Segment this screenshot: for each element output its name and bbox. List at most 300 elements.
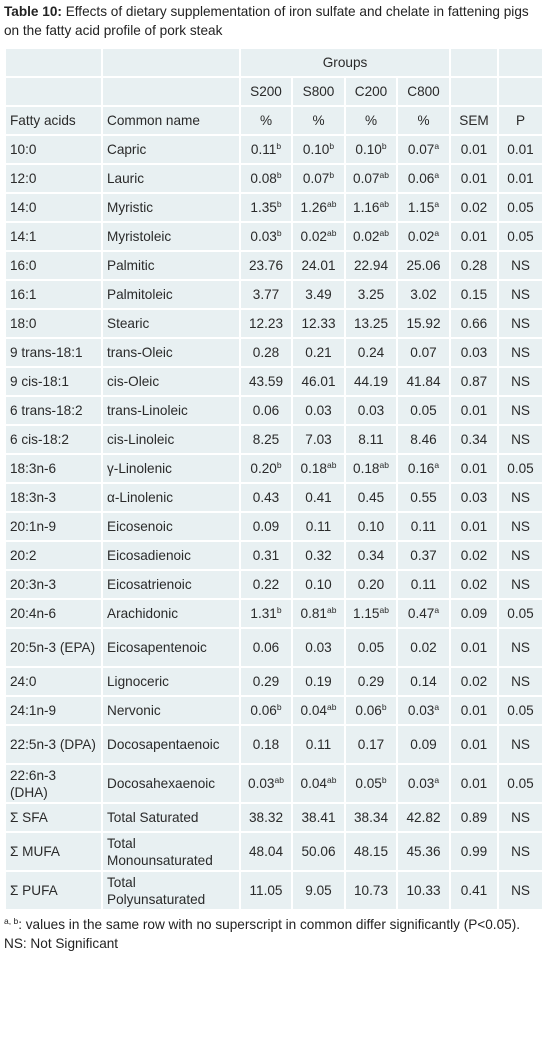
value-cell bbox=[345, 222, 397, 251]
fatty-acid-cell: Σ SFA bbox=[5, 803, 102, 832]
p-value-cell: 0.05 bbox=[498, 599, 543, 628]
p-value-cell: NS bbox=[498, 871, 543, 910]
value-cell bbox=[345, 309, 397, 338]
value-cell bbox=[240, 832, 292, 871]
table-row bbox=[5, 396, 543, 425]
value-text: 38.34 bbox=[353, 810, 389, 825]
value-cell bbox=[345, 454, 397, 483]
value-cell bbox=[240, 570, 292, 599]
table-row bbox=[5, 832, 543, 871]
significance-superscript: b bbox=[381, 775, 387, 785]
significance-superscript: b bbox=[276, 199, 282, 209]
common-name-cell: Docosahexaenoic bbox=[102, 764, 240, 803]
value-text: 0.20 bbox=[357, 577, 385, 592]
value-cell bbox=[397, 599, 450, 628]
common-name-cell: Palmitoleic bbox=[102, 280, 240, 309]
significance-superscript: a bbox=[434, 170, 440, 180]
value-text: 48.15 bbox=[353, 844, 389, 859]
value-text: 0.07 bbox=[302, 171, 330, 186]
significance-superscript: ab bbox=[379, 199, 389, 209]
value-text: 0.11 bbox=[250, 142, 277, 157]
table-row bbox=[5, 454, 543, 483]
header-row-columns bbox=[5, 106, 543, 135]
significance-superscript: b bbox=[276, 702, 282, 712]
value-text: 3.49 bbox=[305, 287, 332, 302]
sem-cell: 0.09 bbox=[450, 599, 498, 628]
value-cell bbox=[292, 667, 345, 696]
fatty-acid-cell: 22:6n-3 (DHA) bbox=[5, 764, 102, 803]
value-cell bbox=[345, 396, 397, 425]
value-text: 0.18 bbox=[252, 737, 280, 752]
value-cell bbox=[240, 725, 292, 764]
value-text: 38.41 bbox=[301, 810, 336, 825]
value-text: 0.10 bbox=[357, 519, 385, 534]
value-text: 24.01 bbox=[301, 258, 336, 273]
p-value-cell: NS bbox=[498, 628, 543, 667]
value-text: 0.11 bbox=[410, 577, 437, 592]
value-text: 42.82 bbox=[406, 810, 441, 825]
unit-header: % bbox=[345, 106, 397, 135]
value-cell bbox=[292, 280, 345, 309]
p-value-cell: NS bbox=[498, 396, 543, 425]
value-cell bbox=[397, 628, 450, 667]
value-cell bbox=[292, 251, 345, 280]
sem-cell: 0.66 bbox=[450, 309, 498, 338]
common-name-cell: Myristoleic bbox=[102, 222, 240, 251]
fatty-acid-cell: 10:0 bbox=[5, 135, 102, 164]
significance-superscript: b bbox=[276, 170, 282, 180]
value-cell bbox=[292, 570, 345, 599]
significance-superscript: b bbox=[276, 141, 282, 151]
value-text: 0.22 bbox=[252, 577, 280, 592]
table-row bbox=[5, 309, 543, 338]
p-value-cell: NS bbox=[498, 483, 543, 512]
value-cell bbox=[397, 483, 450, 512]
value-cell bbox=[397, 338, 450, 367]
value-cell bbox=[345, 667, 397, 696]
common-name-cell: Capric bbox=[102, 135, 240, 164]
value-cell bbox=[240, 193, 292, 222]
fatty-acid-cell: 24:1n-9 bbox=[5, 696, 102, 725]
value-cell bbox=[240, 803, 292, 832]
value-cell bbox=[292, 832, 345, 871]
fatty-acid-cell: 9 cis-18:1 bbox=[5, 367, 102, 396]
footnote-significance-text: : values in the same row with no superscript in common differ significantly (P<0.05). bbox=[18, 917, 520, 932]
significance-superscript: ab bbox=[274, 775, 284, 785]
sem-cell: 0.01 bbox=[450, 628, 498, 667]
sem-cell: 0.02 bbox=[450, 570, 498, 599]
value-cell bbox=[292, 454, 345, 483]
value-cell bbox=[345, 193, 397, 222]
value-text: 0.10 bbox=[355, 142, 382, 157]
value-text: 0.07 bbox=[353, 171, 380, 186]
common-name-cell: Myristic bbox=[102, 193, 240, 222]
value-text: 48.04 bbox=[248, 844, 284, 859]
value-text: 44.19 bbox=[353, 374, 389, 389]
value-cell bbox=[240, 251, 292, 280]
value-text: 0.19 bbox=[305, 674, 332, 689]
value-text: 0.43 bbox=[252, 490, 280, 505]
value-text: 8.46 bbox=[410, 432, 437, 447]
sem-cell: 0.01 bbox=[450, 222, 498, 251]
value-cell bbox=[240, 871, 292, 910]
value-cell bbox=[397, 512, 450, 541]
value-text: 15.92 bbox=[406, 316, 441, 331]
sem-cell: 0.03 bbox=[450, 483, 498, 512]
value-cell bbox=[345, 803, 397, 832]
value-text: 0.02 bbox=[300, 229, 327, 244]
sem-cell: 0.01 bbox=[450, 454, 498, 483]
sem-cell: 0.02 bbox=[450, 541, 498, 570]
value-text: 0.03 bbox=[407, 776, 435, 791]
fatty-acid-cell: 6 trans-18:2 bbox=[5, 396, 102, 425]
value-text: 8.25 bbox=[252, 432, 280, 447]
value-text: 7.03 bbox=[305, 432, 332, 447]
p-value-cell: 0.05 bbox=[498, 696, 543, 725]
value-cell bbox=[240, 599, 292, 628]
value-text: 0.05 bbox=[410, 403, 437, 418]
table-row bbox=[5, 280, 543, 309]
common-name-cell: Arachidonic bbox=[102, 599, 240, 628]
value-text: 0.41 bbox=[305, 490, 332, 505]
sem-cell: 0.28 bbox=[450, 251, 498, 280]
unit-header: % bbox=[292, 106, 345, 135]
table-row bbox=[5, 135, 543, 164]
significance-superscript: b bbox=[329, 170, 335, 180]
value-cell bbox=[240, 628, 292, 667]
p-value-cell: NS bbox=[498, 512, 543, 541]
value-cell bbox=[292, 483, 345, 512]
sem-cell: 0.01 bbox=[450, 725, 498, 764]
value-text: 3.77 bbox=[252, 287, 280, 302]
significance-superscript: a bbox=[434, 605, 440, 615]
table-row bbox=[5, 628, 543, 667]
p-value-cell: NS bbox=[498, 309, 543, 338]
significance-superscript: b bbox=[381, 702, 387, 712]
value-cell bbox=[397, 309, 450, 338]
value-cell bbox=[397, 871, 450, 910]
value-cell bbox=[397, 832, 450, 871]
significance-superscript: a bbox=[434, 141, 440, 151]
significance-superscript: a bbox=[434, 228, 440, 238]
col-header-fatty-acids: Fatty acids bbox=[5, 106, 102, 135]
value-text: 0.21 bbox=[305, 345, 332, 360]
value-cell bbox=[240, 164, 292, 193]
value-text: 0.04 bbox=[300, 776, 327, 791]
value-cell bbox=[292, 871, 345, 910]
value-text: 1.31 bbox=[250, 606, 277, 621]
value-text: 0.31 bbox=[252, 548, 280, 563]
value-cell bbox=[397, 667, 450, 696]
fatty-acid-cell: 16:0 bbox=[5, 251, 102, 280]
table-caption bbox=[4, 2, 542, 40]
value-cell bbox=[345, 628, 397, 667]
value-text: 25.06 bbox=[406, 258, 441, 273]
fatty-acid-cell: 12:0 bbox=[5, 164, 102, 193]
value-text: 0.03 bbox=[248, 776, 275, 791]
table-row bbox=[5, 803, 543, 832]
value-text: 0.02 bbox=[353, 229, 380, 244]
footnote-ns: NS: Not Significant bbox=[4, 936, 119, 951]
value-text: 3.02 bbox=[410, 287, 437, 302]
value-text: 46.01 bbox=[301, 374, 336, 389]
value-text: 0.03 bbox=[305, 403, 332, 418]
value-text: 12.33 bbox=[301, 316, 336, 331]
table-row bbox=[5, 193, 543, 222]
p-value-cell: 0.05 bbox=[498, 193, 543, 222]
fatty-acid-cell: Σ PUFA bbox=[5, 871, 102, 910]
group-header-s800: S800 bbox=[292, 77, 345, 106]
value-cell bbox=[240, 696, 292, 725]
common-name-cell: Eicosenoic bbox=[102, 512, 240, 541]
value-text: 0.07 bbox=[410, 345, 437, 360]
p-value-cell: NS bbox=[498, 367, 543, 396]
significance-superscript: ab bbox=[379, 605, 389, 615]
value-cell bbox=[240, 396, 292, 425]
common-name-cell: Stearic bbox=[102, 309, 240, 338]
p-value-cell: NS bbox=[498, 251, 543, 280]
common-name-cell: cis-Oleic bbox=[102, 367, 240, 396]
value-text: 0.81 bbox=[300, 606, 327, 621]
value-text: 0.24 bbox=[357, 345, 385, 360]
fatty-acid-cell: 18:3n-6 bbox=[5, 454, 102, 483]
value-cell bbox=[397, 135, 450, 164]
value-text: 9.05 bbox=[305, 883, 332, 898]
common-name-cell: Lauric bbox=[102, 164, 240, 193]
p-value-cell: 0.05 bbox=[498, 454, 543, 483]
p-value-cell: 0.01 bbox=[498, 164, 543, 193]
value-cell bbox=[240, 338, 292, 367]
value-text: 0.20 bbox=[250, 461, 277, 476]
value-text: 43.59 bbox=[248, 374, 284, 389]
table-row bbox=[5, 367, 543, 396]
sem-cell: 0.89 bbox=[450, 803, 498, 832]
p-value-cell: NS bbox=[498, 803, 543, 832]
fatty-acid-table bbox=[4, 47, 544, 911]
value-cell bbox=[397, 696, 450, 725]
value-cell bbox=[397, 541, 450, 570]
fatty-acid-cell: 24:0 bbox=[5, 667, 102, 696]
fatty-acid-cell: 20:2 bbox=[5, 541, 102, 570]
value-cell bbox=[292, 425, 345, 454]
value-text: 0.45 bbox=[357, 490, 385, 505]
fatty-acid-cell: Σ MUFA bbox=[5, 832, 102, 871]
common-name-cell: Eicosatrienoic bbox=[102, 570, 240, 599]
value-text: 0.03 bbox=[250, 229, 277, 244]
table-row bbox=[5, 483, 543, 512]
table-row bbox=[5, 251, 543, 280]
table-row bbox=[5, 570, 543, 599]
value-text: 50.06 bbox=[301, 844, 336, 859]
groups-header: Groups bbox=[240, 48, 450, 77]
sem-cell: 0.03 bbox=[450, 338, 498, 367]
significance-superscript: a bbox=[434, 702, 440, 712]
fatty-acid-cell: 6 cis-18:2 bbox=[5, 425, 102, 454]
value-text: 0.06 bbox=[407, 171, 435, 186]
value-text: 3.25 bbox=[357, 287, 385, 302]
value-text: 10.73 bbox=[353, 883, 389, 898]
value-cell bbox=[345, 696, 397, 725]
p-value-cell: NS bbox=[498, 541, 543, 570]
value-text: 0.02 bbox=[410, 640, 437, 655]
value-cell bbox=[240, 512, 292, 541]
value-cell bbox=[397, 222, 450, 251]
table-row bbox=[5, 725, 543, 764]
significance-superscript: b bbox=[381, 141, 387, 151]
value-cell bbox=[345, 725, 397, 764]
sem-cell: 0.01 bbox=[450, 696, 498, 725]
value-cell bbox=[240, 135, 292, 164]
common-name-cell: trans-Oleic bbox=[102, 338, 240, 367]
p-value-cell: NS bbox=[498, 667, 543, 696]
unit-header: % bbox=[397, 106, 450, 135]
sem-cell: 0.87 bbox=[450, 367, 498, 396]
value-text: 1.15 bbox=[353, 606, 380, 621]
value-cell bbox=[397, 396, 450, 425]
significance-superscript: ab bbox=[379, 460, 389, 470]
value-cell bbox=[345, 871, 397, 910]
p-value-cell: 0.05 bbox=[498, 764, 543, 803]
group-header-c800: C800 bbox=[397, 77, 450, 106]
value-cell bbox=[292, 338, 345, 367]
common-name-cell: trans-Linoleic bbox=[102, 396, 240, 425]
value-text: 0.11 bbox=[305, 519, 332, 534]
sem-cell: 0.41 bbox=[450, 871, 498, 910]
value-text: 0.06 bbox=[250, 703, 277, 718]
value-cell bbox=[397, 803, 450, 832]
value-text: 8.11 bbox=[358, 432, 384, 447]
fatty-acid-cell: 16:1 bbox=[5, 280, 102, 309]
common-name-cell: cis-Linoleic bbox=[102, 425, 240, 454]
fatty-acid-cell: 22:5n-3 (DPA) bbox=[5, 725, 102, 764]
fatty-acid-cell: 18:0 bbox=[5, 309, 102, 338]
value-cell bbox=[397, 164, 450, 193]
value-text: 0.03 bbox=[357, 403, 385, 418]
value-text: 0.10 bbox=[305, 577, 332, 592]
value-cell bbox=[345, 164, 397, 193]
value-cell bbox=[345, 832, 397, 871]
value-text: 0.34 bbox=[357, 548, 385, 563]
footnote-significance bbox=[4, 915, 542, 934]
table-row bbox=[5, 696, 543, 725]
group-header-s200: S200 bbox=[240, 77, 292, 106]
value-cell bbox=[345, 541, 397, 570]
value-cell bbox=[292, 541, 345, 570]
col-header-p: P bbox=[498, 106, 543, 135]
table-row bbox=[5, 667, 543, 696]
col-header-common-name: Common name bbox=[102, 106, 240, 135]
common-name-cell: Total Monounsaturated bbox=[102, 832, 240, 871]
value-text: 41.84 bbox=[406, 374, 441, 389]
value-cell bbox=[292, 222, 345, 251]
significance-superscript: ab bbox=[327, 605, 337, 615]
group-header-c200: C200 bbox=[345, 77, 397, 106]
value-cell bbox=[292, 628, 345, 667]
significance-superscript: b bbox=[276, 228, 282, 238]
value-cell bbox=[240, 764, 292, 803]
fatty-acid-cell: 20:5n-3 (EPA) bbox=[5, 628, 102, 667]
value-cell bbox=[240, 667, 292, 696]
value-cell bbox=[345, 764, 397, 803]
value-cell bbox=[240, 425, 292, 454]
value-cell bbox=[292, 599, 345, 628]
value-text: 0.17 bbox=[357, 737, 385, 752]
significance-superscript: b bbox=[276, 460, 282, 470]
fatty-acid-cell: 20:4n-6 bbox=[5, 599, 102, 628]
table-caption-label: Table 10: bbox=[4, 4, 62, 19]
col-header-sem: SEM bbox=[450, 106, 498, 135]
p-value-cell: NS bbox=[498, 570, 543, 599]
value-cell bbox=[292, 803, 345, 832]
value-text: 0.08 bbox=[250, 171, 277, 186]
sem-cell: 0.99 bbox=[450, 832, 498, 871]
value-text: 0.02 bbox=[407, 229, 435, 244]
common-name-cell: Eicosapentenoic bbox=[102, 628, 240, 667]
sem-cell: 0.01 bbox=[450, 164, 498, 193]
value-cell bbox=[240, 483, 292, 512]
significance-superscript: ab bbox=[327, 702, 337, 712]
common-name-cell: Total Saturated bbox=[102, 803, 240, 832]
significance-superscript: ab bbox=[327, 228, 337, 238]
fatty-acid-cell: 14:0 bbox=[5, 193, 102, 222]
value-text: 38.32 bbox=[248, 810, 284, 825]
value-cell bbox=[345, 425, 397, 454]
value-cell bbox=[345, 338, 397, 367]
value-cell bbox=[345, 135, 397, 164]
value-text: 0.37 bbox=[410, 548, 437, 563]
table-row bbox=[5, 338, 543, 367]
value-text: 12.23 bbox=[248, 316, 284, 331]
table-caption-text: Effects of dietary supplementation of iron sulfate and chelate in fattening pigs on the fatty acid profile of pork steak bbox=[4, 4, 529, 38]
value-cell bbox=[345, 280, 397, 309]
value-text: 0.18 bbox=[353, 461, 380, 476]
value-cell bbox=[345, 483, 397, 512]
value-cell bbox=[397, 570, 450, 599]
value-text: 0.14 bbox=[410, 674, 437, 689]
p-value-cell: NS bbox=[498, 338, 543, 367]
value-cell bbox=[292, 135, 345, 164]
value-cell bbox=[292, 164, 345, 193]
value-cell bbox=[397, 251, 450, 280]
value-cell bbox=[292, 512, 345, 541]
fatty-acid-cell: 20:1n-9 bbox=[5, 512, 102, 541]
sem-cell: 0.02 bbox=[450, 193, 498, 222]
value-text: 22.94 bbox=[353, 258, 389, 273]
value-text: 13.25 bbox=[353, 316, 389, 331]
table-row bbox=[5, 164, 543, 193]
table-row bbox=[5, 425, 543, 454]
value-text: 10.33 bbox=[406, 883, 441, 898]
footnote-superscript: a, b bbox=[4, 916, 19, 926]
value-text: 1.16 bbox=[353, 200, 380, 215]
significance-superscript: a bbox=[434, 460, 440, 470]
common-name-cell: Docosapentaenoic bbox=[102, 725, 240, 764]
value-text: 0.06 bbox=[355, 703, 382, 718]
table-row bbox=[5, 764, 543, 803]
unit-header: % bbox=[240, 106, 292, 135]
value-cell bbox=[292, 367, 345, 396]
value-text: 0.03 bbox=[407, 703, 435, 718]
footnotes bbox=[4, 915, 542, 953]
value-cell bbox=[345, 599, 397, 628]
table-row bbox=[5, 599, 543, 628]
value-cell bbox=[240, 454, 292, 483]
common-name-cell: Eicosadienoic bbox=[102, 541, 240, 570]
value-cell bbox=[240, 367, 292, 396]
value-cell bbox=[397, 764, 450, 803]
value-cell bbox=[292, 696, 345, 725]
value-text: 0.09 bbox=[410, 737, 437, 752]
